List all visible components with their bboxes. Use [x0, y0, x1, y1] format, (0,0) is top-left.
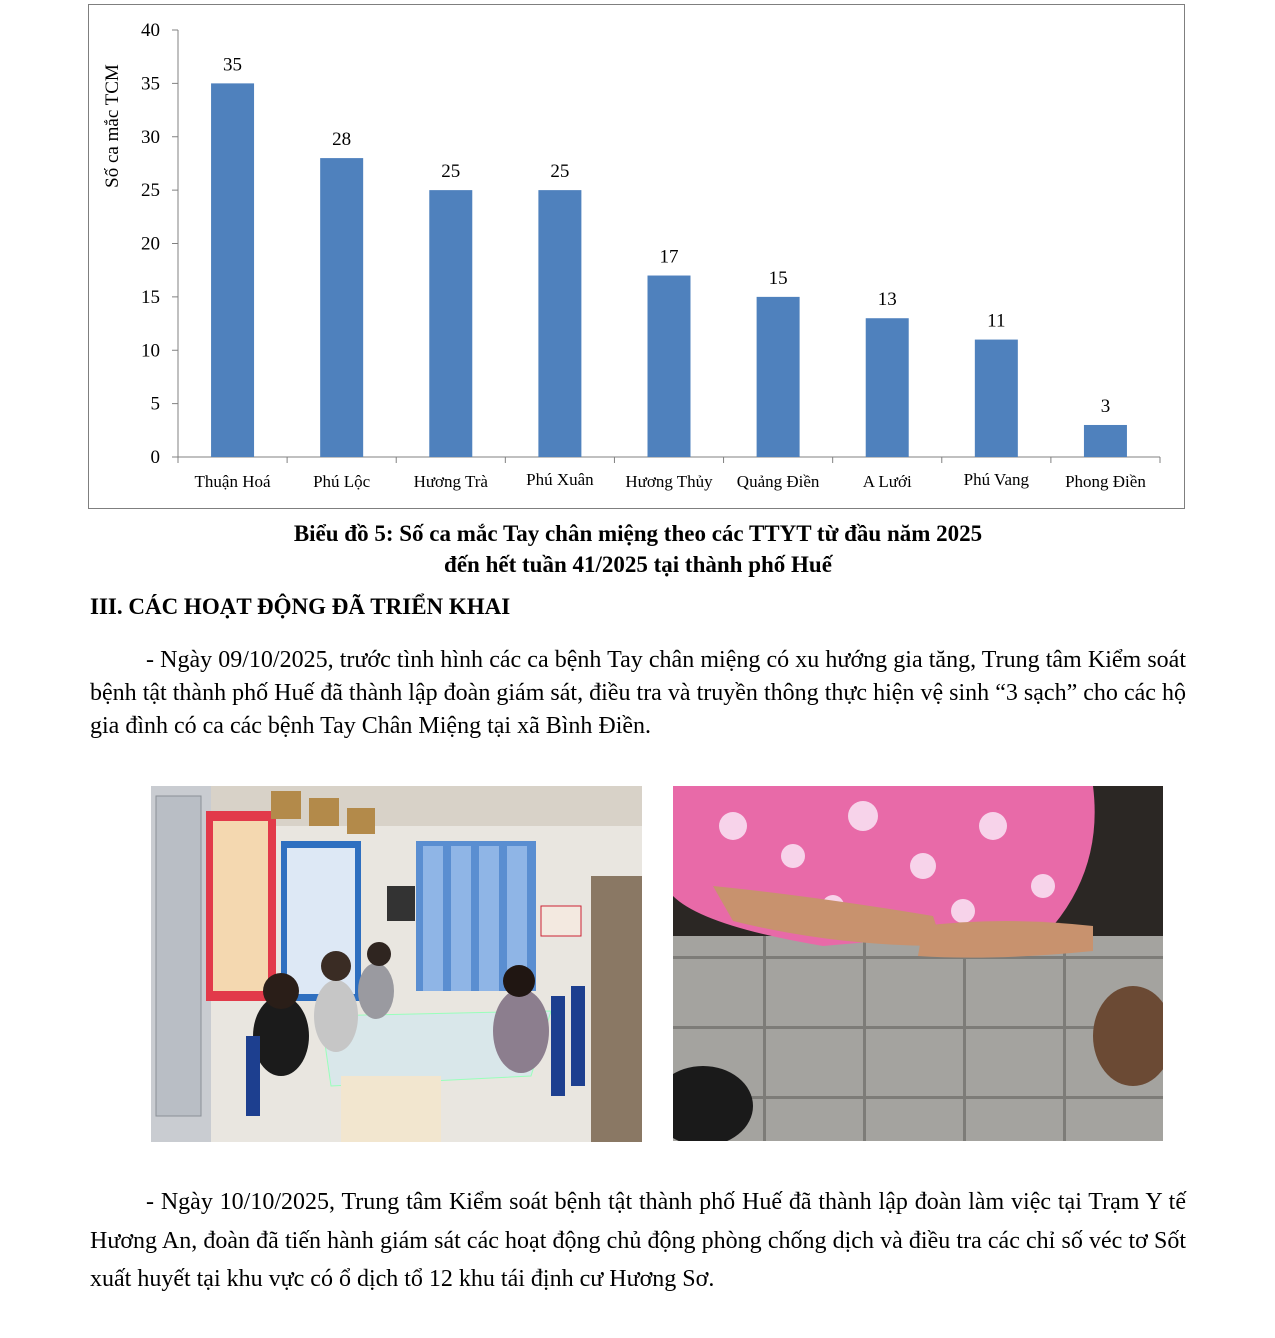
y-tick-label: 35 [141, 73, 160, 95]
paragraph-2: - Ngày 10/10/2025, Trung tâm Kiểm soát bệnh tật thành phố Huế đã thành lập đoàn làm việc tại Trạm Y tế Hương An, đoàn đã tiến hành giám sát các hoạt động chủ động phòng chống dịch và điều tra các chỉ số véc tơ Sốt xuất huyết tại khu vực có ổ dịch tổ 12 khu tái định cư Hương Sơ. [90, 1189, 1186, 1292]
x-category-label: Hương Trà [413, 472, 488, 491]
bar [975, 340, 1018, 457]
chart-caption-line-1: Biểu đồ 5: Số ca mắc Tay chân miệng theo các TTYT từ đầu năm 2025 [293, 521, 983, 546]
bar-data-label: 3 [1100, 395, 1111, 417]
bar [429, 190, 472, 457]
bar [211, 83, 254, 457]
paragraph-1: - Ngày 09/10/2025, trước tình hình các ca bệnh Tay chân miệng có xu hướng gia tăng, Trung tâm Kiểm soát bệnh tật thành phố Huế đã thành lập đoàn giám sát, điều tra và truyền thông thực hiện vệ sinh “3 sạch” cho các hộ gia đình có ca các bệnh Tay Chân Miệng tại xã Bình Điền. [90, 647, 1186, 739]
field-visit-photo [673, 786, 1163, 1141]
bar [648, 276, 691, 457]
bar [866, 318, 909, 457]
y-tick-label: 5 [150, 393, 160, 415]
bar-data-label: 17 [659, 246, 679, 268]
y-tick-label: 10 [141, 340, 160, 362]
bar-data-label: 13 [877, 289, 897, 311]
bar-data-label: 15 [768, 267, 788, 289]
bar-data-label: 35 [223, 54, 243, 76]
x-category-label: Quảng Điền [736, 472, 820, 491]
x-category-label: Phong Điền [1065, 472, 1146, 491]
y-axis-label: Số ca mắc TCM [102, 64, 123, 188]
bar-data-label: 11 [987, 310, 1006, 332]
bar [538, 190, 581, 457]
y-tick-label: 30 [141, 126, 160, 148]
bar [320, 158, 363, 457]
bar-data-label: 25 [441, 161, 461, 183]
bar-data-label: 28 [332, 129, 352, 151]
y-tick-label: 25 [141, 180, 160, 202]
chart-caption-line-2: đến hết tuần 41/2025 tại thành phố Huế [444, 552, 832, 577]
x-category-label: Hương Thủy [625, 472, 713, 491]
y-tick-label: 20 [141, 233, 160, 255]
y-tick-label: 15 [141, 286, 160, 308]
x-category-label: Phú Vang [963, 470, 1030, 489]
y-tick-label: 0 [150, 447, 160, 468]
y-tick-label: 40 [141, 20, 160, 41]
bar [1084, 425, 1127, 457]
x-category-label: Phú Lộc [313, 472, 371, 491]
bar-data-label: 25 [550, 161, 570, 183]
meeting-room-photo [151, 786, 642, 1142]
section-heading: III. CÁC HOẠT ĐỘNG ĐÃ TRIỂN KHAI [90, 594, 511, 619]
x-category-label: A Lưới [862, 472, 912, 491]
x-category-label: Thuận Hoá [194, 472, 271, 491]
x-category-label: Phú Xuân [526, 470, 594, 489]
bar [757, 297, 800, 457]
bar-chart [0, 0, 1275, 520]
